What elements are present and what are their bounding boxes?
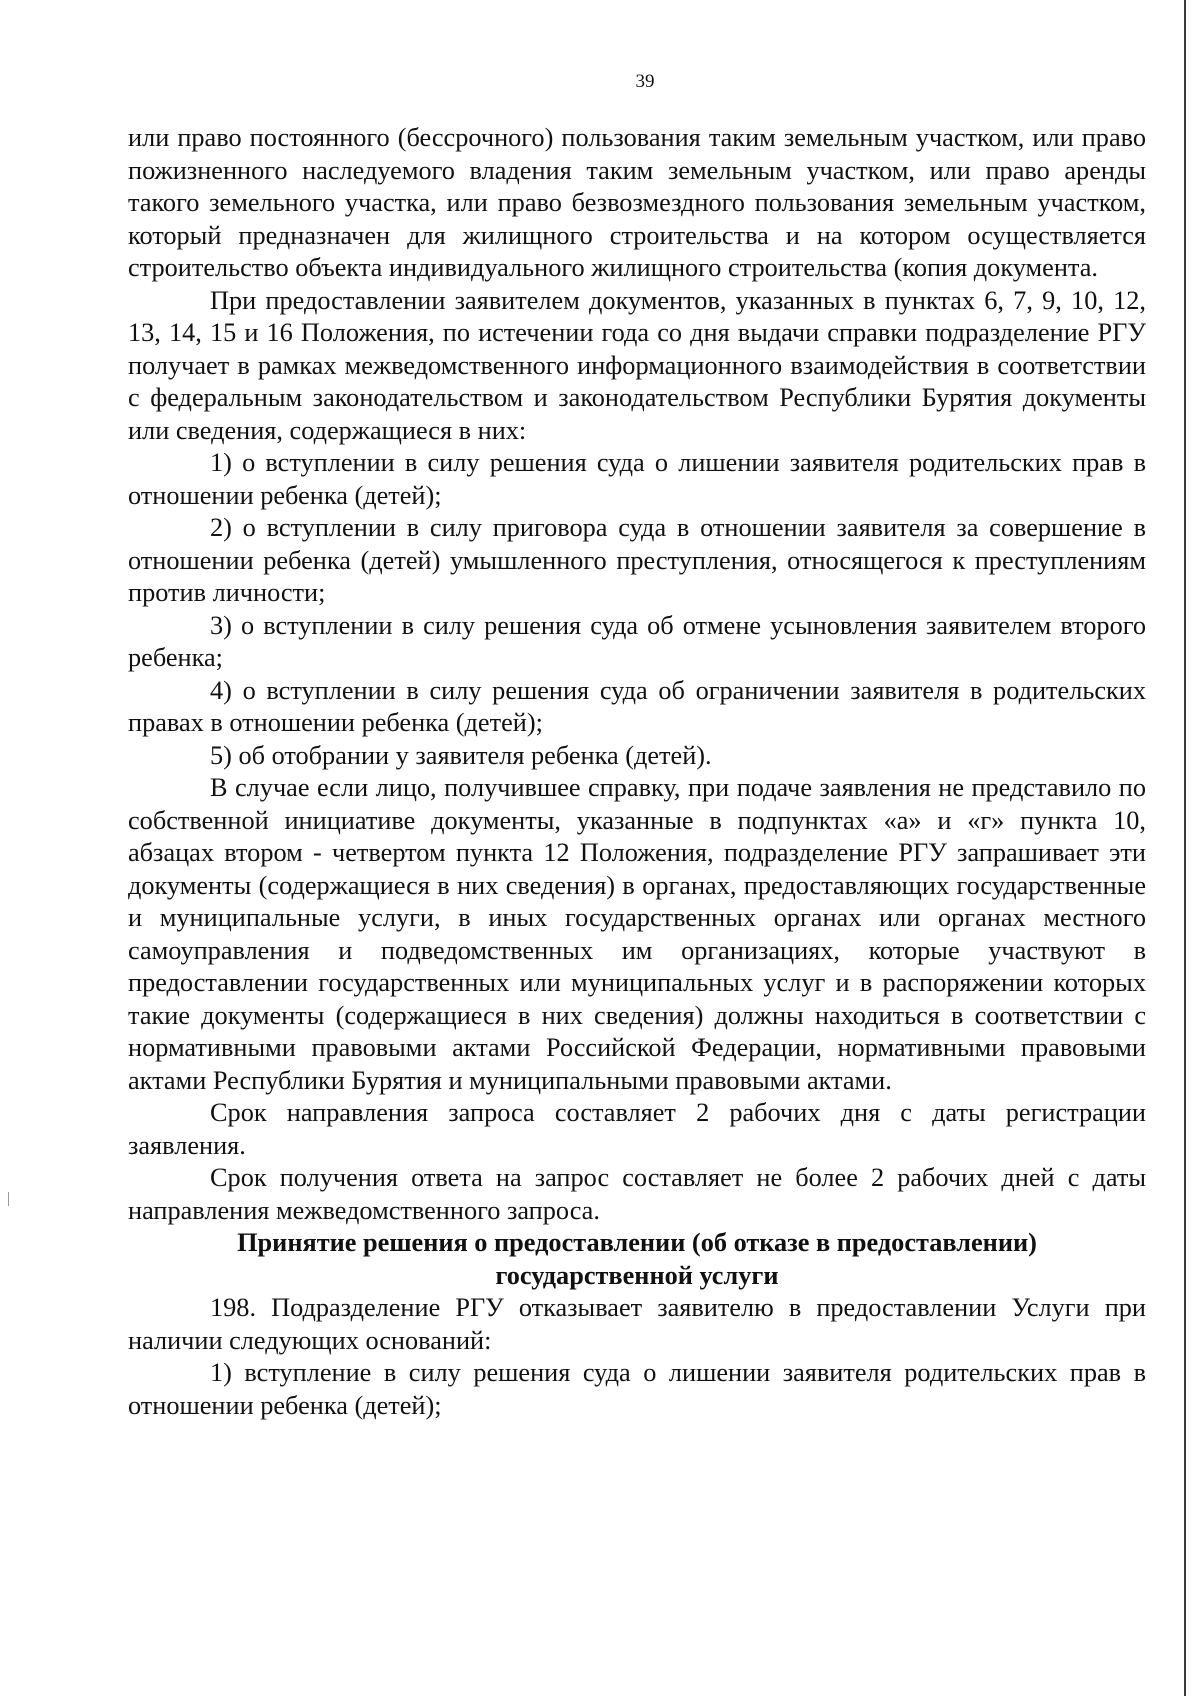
section-heading-line-2: государственной услуги bbox=[495, 1260, 779, 1290]
section-heading bbox=[128, 1227, 1146, 1292]
refusal-item-1: 1) вступление в силу решения суда о лишении заявителя родительских прав в отношении ребенка (детей); bbox=[128, 1358, 1146, 1420]
paragraph-interagency-request: При предоставлении заявителем документов, указанных в пунктах 6, 7, 9, 10, 12, 13, 14, 15 и 16 Положения, по истечении года со дня выдачи справки подразделение РГУ получает в рамках межведомственного информационного взаимодействия в соответствии с федеральным законодательством и законодательством Республики Бурятия документы или сведения, содержащиеся в них: bbox=[128, 285, 1146, 445]
list-item-3: 3) о вступлении в силу решения суда об отмене усыновления заявителем второго ребенка; bbox=[128, 610, 1146, 672]
list-item-2: 2) о вступлении в силу приговора суда в отношении заявителя за совершение в отношении ребенка (детей) умышленного преступления, относящегося к преступлениям против личности; bbox=[128, 513, 1146, 607]
scan-edge-line bbox=[1184, 0, 1186, 1696]
list-item-4: 4) о вступлении в силу решения суда об ограничении заявителя в родительских правах в отношении ребенка (детей); bbox=[128, 675, 1146, 737]
paragraph-198: 198. Подразделение РГУ отказывает заявителю в предоставлении Услуги при наличии следующих оснований: bbox=[128, 1293, 1146, 1355]
scan-margin-mark bbox=[8, 1192, 9, 1206]
paragraph-response-term: Срок получения ответа на запрос составляет не более 2 рабочих дней с даты направления межведомственного запроса. bbox=[128, 1163, 1146, 1225]
paragraph-request-term: Срок направления запроса составляет 2 рабочих дня с даты регистрации заявления. bbox=[128, 1098, 1146, 1160]
page-number: 39 bbox=[635, 71, 655, 92]
paragraph-document-request: В случае если лицо, получившее справку, при подаче заявления не представило по собственной инициативе документы, указанные в подпунктах «а» и «г» пункта 10, абзацах втором - четвертом пункта 12 Положения, подразделение РГУ запрашивает эти документы (содержащиеся в них сведения) в органах, предоставляющих государственные и муниципальные услуги, в иных государственных органах или органах местного самоуправления и подведомственных им организациях, которые участвуют в предоставлении государственных или муниципальных услуг и в распоряжении которых такие документы (содержащиеся в них сведения) должны находиться в соответствии с нормативными правовыми актами Российской Федерации, нормативными правовыми актами Республики Бурятия и муниципальными правовыми актами. bbox=[128, 773, 1146, 1095]
paragraph-land-rights: или право постоянного (бессрочного) пользования таким земельным участком, или право пожизненного наследуемого владения таким земельным участком, или право аренды такого земельного участка, или право безвозмездного пользования земельным участком, который предназначен для жилищного строительства и на котором осуществляется строительство объекта индивидуального жилищного строительства (копия документа. bbox=[128, 123, 1146, 282]
list-item-5: 5) об отобрании у заявителя ребенка (детей). bbox=[210, 740, 712, 770]
list-item-1: 1) о вступлении в силу решения суда о лишении заявителя родительских прав в отношении ребенка (детей); bbox=[128, 448, 1146, 510]
section-heading-line-1: Принятие решения о предоставлении (об отказе в предоставлении) bbox=[237, 1228, 1037, 1257]
document-body bbox=[128, 122, 1146, 1422]
